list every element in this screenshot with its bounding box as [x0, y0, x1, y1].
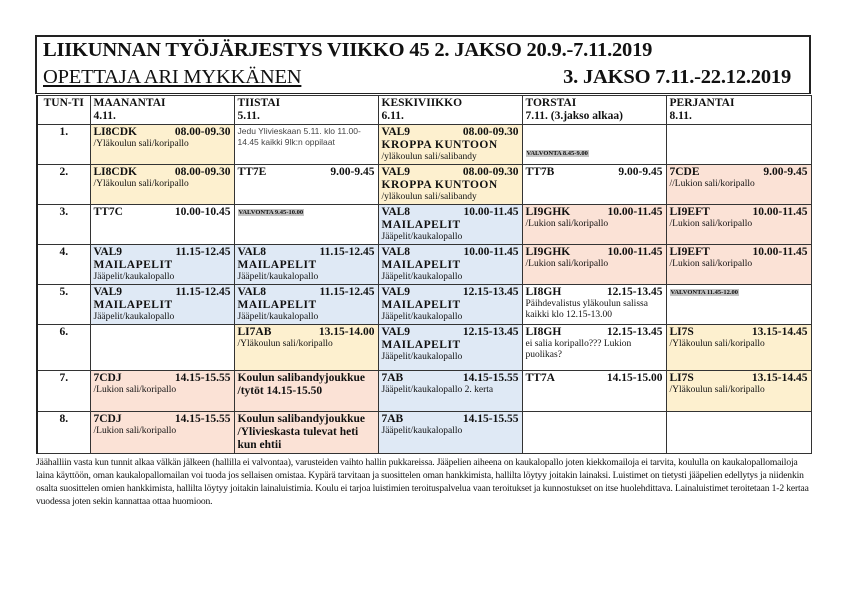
location-note: /Yläkoulun sali/koripallo: [237, 339, 333, 349]
schedule-cell: [522, 125, 666, 165]
schedule-title: LIIKUNNAN TYÖJÄRJESTYS VIIKKO 45 2. JAKSO 20.9.-7.11.2019: [43, 39, 653, 61]
supervision-badge: VALVONTA 11.45-12.00: [670, 289, 738, 296]
class-line: [670, 246, 808, 259]
schedule-cell: [666, 325, 811, 371]
class-time: 14.15-15.55: [462, 372, 519, 384]
schedule-cell: [666, 125, 811, 165]
class-code: LI8CDK: [93, 166, 137, 178]
class-code: 7CDE: [669, 166, 700, 178]
location-note: /yläkoulun sali/salibandy: [381, 192, 477, 202]
class-time: 10.00-11.45: [752, 206, 808, 218]
column-header-3: [378, 96, 522, 125]
team-practice: Koulun salibandyjoukkue /Ylivieskasta tulevat heti kun ehtii: [237, 413, 366, 451]
location-note: Jääpelit/kaukalopallo: [93, 272, 175, 282]
schedule-cell: [234, 205, 378, 245]
class-time: 10.00-10.45: [174, 206, 231, 218]
schedule-cell: [378, 125, 522, 165]
class-code: LI7S: [669, 372, 694, 384]
class-code: VAL8: [237, 286, 267, 298]
class-line: [526, 372, 663, 385]
activity-title: MAILAPELIT: [381, 299, 461, 311]
location-note: /Yläkoulun sali/koripallo: [669, 339, 765, 349]
column-header-2: [234, 96, 378, 125]
class-code: TT7B: [525, 166, 555, 178]
lesson-number: 4.: [37, 245, 90, 285]
class-line: [382, 246, 519, 259]
class-line: [94, 372, 231, 385]
day-name: TUN-TI: [43, 97, 84, 109]
location-note: Jääpelit/kaukalopallo: [381, 272, 463, 282]
class-time: 12.15-13.45: [462, 286, 519, 298]
teacher-name: OPETTAJA ARI MYKKÄNEN: [43, 66, 302, 88]
class-time: 11.15-12.45: [319, 246, 375, 258]
class-time: 11.15-12.45: [175, 286, 231, 298]
lesson-number: 2.: [37, 165, 90, 205]
class-time: 9.00-9.45: [618, 166, 663, 178]
schedule-cell: [378, 412, 522, 454]
class-line: [670, 206, 808, 219]
location-note: Jääpelit/kaukalopallo: [237, 312, 319, 322]
table-row: [37, 165, 811, 205]
table-row: [37, 325, 811, 371]
day-name: TIISTAI: [237, 97, 281, 109]
class-time: 10.00-11.45: [607, 246, 663, 258]
table-row: [37, 245, 811, 285]
class-code: LI7AB: [237, 326, 272, 338]
location-note: /Lukion sali/koripallo: [93, 426, 177, 436]
class-code: VAL8: [381, 206, 411, 218]
class-line: [238, 246, 375, 259]
schedule-cell: [378, 205, 522, 245]
location-note: /Lukion sali/koripallo: [525, 259, 609, 269]
class-code: LI9EFT: [669, 206, 710, 218]
location-note: /Lukion sali/koripallo: [669, 259, 753, 269]
class-code: LI8GH: [525, 286, 562, 298]
activity-title: MAILAPELIT: [381, 339, 461, 351]
document-header: [35, 35, 811, 94]
event-note: Jedu Ylivieskaan 5.11. klo 11.00-14.45 kaikki 9lk:n oppilaat: [237, 126, 361, 147]
class-code: VAL8: [237, 246, 267, 258]
location-note: Päihdevalistus yläkoulun salissa kaikki klo 12.15-13.00: [525, 299, 648, 320]
location-note: /Yläkoulun sali/koripallo: [93, 179, 189, 189]
supervision-badge: VALVONTA 9.45-10.00: [238, 209, 304, 216]
schedule-cell: [90, 325, 234, 371]
schedule-cell: [522, 412, 666, 454]
class-line: [526, 206, 663, 219]
class-time: 9.00-9.45: [330, 166, 375, 178]
activity-title: MAILAPELIT: [237, 299, 317, 311]
class-line: [670, 372, 808, 385]
class-code: VAL9: [381, 286, 411, 298]
schedule-cell: [522, 325, 666, 371]
period-3-dates: 3. JAKSO 7.11.-22.12.2019: [563, 66, 791, 88]
class-code: LI9EFT: [669, 246, 710, 258]
location-note: /Lukion sali/koripallo: [93, 385, 177, 395]
activity-title: MAILAPELIT: [381, 259, 461, 271]
schedule-table: [36, 95, 812, 454]
column-header-0: [37, 96, 90, 125]
class-line: [94, 206, 231, 219]
location-note: Jääpelit/kaukalopallo: [237, 272, 319, 282]
class-line: [670, 326, 808, 339]
class-line: [382, 372, 519, 385]
class-line: [94, 166, 231, 179]
class-line: [238, 286, 375, 299]
column-header-4: [522, 96, 666, 125]
activity-title: MAILAPELIT: [237, 259, 317, 271]
day-name: PERJANTAI: [669, 97, 735, 109]
day-date: 6.11.: [381, 110, 404, 122]
class-time: 12.15-13.45: [606, 286, 663, 298]
table-row: [37, 412, 811, 454]
schedule-cell: [378, 285, 522, 325]
schedule-area: [36, 95, 812, 508]
schedule-cell: [90, 205, 234, 245]
location-note: ei salia koripallo??? Lukion puolikas?: [525, 339, 632, 360]
activity-title: MAILAPELIT: [93, 299, 173, 311]
schedule-cell: [234, 325, 378, 371]
schedule-cell: [90, 245, 234, 285]
class-code: TT7E: [237, 166, 267, 178]
class-code: VAL9: [381, 326, 411, 338]
lesson-number: 3.: [37, 205, 90, 245]
schedule-cell: [90, 371, 234, 412]
class-code: VAL8: [381, 246, 411, 258]
class-line: [94, 246, 231, 259]
location-note: /yläkoulun sali/salibandy: [381, 152, 477, 162]
location-note: /Yläkoulun sali/koripallo: [93, 139, 189, 149]
class-code: 7AB: [381, 413, 404, 425]
class-time: 13.15-14.45: [751, 326, 808, 338]
class-line: [382, 206, 519, 219]
class-time: 10.00-11.45: [463, 246, 519, 258]
class-code: LI9GHK: [525, 246, 571, 258]
schedule-cell: [234, 165, 378, 205]
location-note: Jääpelit/kaukalopallo: [381, 352, 463, 362]
activity-title: MAILAPELIT: [381, 219, 461, 231]
activity-title: KROPPA KUNTOON: [381, 139, 498, 151]
day-date: 4.11.: [93, 110, 116, 122]
location-note: /Yläkoulun sali/koripallo: [669, 385, 765, 395]
day-date: 5.11.: [237, 110, 260, 122]
class-time: 10.00-11.45: [463, 206, 519, 218]
schedule-cell: [378, 165, 522, 205]
class-line: [526, 166, 663, 179]
class-code: 7CDJ: [93, 413, 122, 425]
column-header-1: [90, 96, 234, 125]
class-code: 7AB: [381, 372, 404, 384]
schedule-cell: [234, 412, 378, 454]
schedule-cell: [90, 285, 234, 325]
lesson-number: 1.: [37, 125, 90, 165]
class-time: 9.00-9.45: [763, 166, 808, 178]
lesson-number: 7.: [37, 371, 90, 412]
schedule-cell: [234, 285, 378, 325]
class-time: 12.15-13.45: [462, 326, 519, 338]
class-code: LI8GH: [525, 326, 562, 338]
class-code: VAL9: [381, 166, 411, 178]
schedule-cell: [522, 285, 666, 325]
location-note: /Lukion sali/koripallo: [525, 219, 609, 229]
table-row: [37, 371, 811, 412]
class-line: [382, 413, 519, 426]
class-code: 7CDJ: [93, 372, 122, 384]
schedule-cell: [234, 125, 378, 165]
column-header-5: [666, 96, 811, 125]
class-time: 11.15-12.45: [319, 286, 375, 298]
schedule-cell: [666, 165, 811, 205]
location-note: //Lukion sali/koripallo: [669, 179, 755, 189]
class-code: LI7S: [669, 326, 694, 338]
location-note: Jääpelit/kaukalopallo: [381, 312, 463, 322]
class-line: [94, 286, 231, 299]
class-time: 14.15-15.00: [606, 372, 663, 384]
table-row: [37, 125, 811, 165]
class-time: 08.00-09.30: [462, 166, 519, 178]
class-time: 14.15-15.55: [174, 413, 231, 425]
class-line: [94, 413, 231, 426]
schedule-cell: [666, 245, 811, 285]
location-note: Jääpelit/kaukalopallo 2. kerta: [381, 385, 494, 395]
schedule-cell: [666, 371, 811, 412]
class-time: 14.15-15.55: [462, 413, 519, 425]
schedule-cell: [234, 371, 378, 412]
schedule-cell: [522, 245, 666, 285]
class-time: 10.00-11.45: [752, 246, 808, 258]
class-line: [382, 326, 519, 339]
class-time: 13.15-14.45: [751, 372, 808, 384]
class-code: TT7A: [525, 372, 555, 384]
class-time: 08.00-09.30: [174, 166, 231, 178]
location-note: /Lukion sali/koripallo: [669, 219, 753, 229]
class-code: TT7C: [93, 206, 123, 218]
class-code: VAL9: [93, 286, 123, 298]
schedule-cell: [666, 412, 811, 454]
schedule-cell: [522, 165, 666, 205]
lesson-number: 5.: [37, 285, 90, 325]
class-code: VAL9: [381, 126, 411, 138]
schedule-cell: [90, 165, 234, 205]
class-time: 14.15-15.55: [174, 372, 231, 384]
schedule-cell: [234, 245, 378, 285]
class-time: 08.00-09.30: [462, 126, 519, 138]
class-time: 11.15-12.45: [175, 246, 231, 258]
supervision-badge: VALVONTA 8.45-9.00: [526, 150, 588, 157]
location-note: Jääpelit/kaukalopallo: [381, 232, 463, 242]
schedule-cell: [666, 205, 811, 245]
class-code: VAL9: [93, 246, 123, 258]
class-line: [382, 286, 519, 299]
schedule-cell: [666, 285, 811, 325]
day-date: 8.11.: [669, 110, 692, 122]
schedule-cell: [90, 125, 234, 165]
class-code: LI8CDK: [93, 126, 137, 138]
activity-title: KROPPA KUNTOON: [381, 179, 498, 191]
schedule-cell: [378, 325, 522, 371]
day-header-row: [37, 96, 811, 125]
class-time: 08.00-09.30: [174, 126, 231, 138]
team-practice: Koulun salibandyjoukkue /tytöt 14.15-15.50: [237, 372, 366, 397]
class-line: [526, 286, 663, 299]
class-time: 10.00-11.45: [607, 206, 663, 218]
class-line: [382, 126, 519, 139]
class-line: [670, 166, 808, 179]
location-note: Jääpelit/kaukalopallo: [381, 426, 463, 436]
schedule-cell: [378, 371, 522, 412]
class-line: [382, 166, 519, 179]
class-line: [526, 326, 663, 339]
location-note: Jääpelit/kaukalopallo: [93, 312, 175, 322]
class-line: [238, 166, 375, 179]
class-line: [238, 326, 375, 339]
day-date: 7.11. (3.jakso alkaa): [525, 110, 623, 122]
day-name: KESKIVIIKKO: [381, 97, 463, 109]
schedule-cell: [522, 205, 666, 245]
day-name: TORSTAI: [525, 97, 577, 109]
schedule-cell: [378, 245, 522, 285]
footer-note: Jäähalliin vasta kun tunnit alkaa välkän jälkeen (hallilla ei valvontaa), varusteiden vaihto hallin pukkareissa. Jääpelien aiheena on kaukalopallo joten kiekkomailoja ei tarvita, koululla on kaukalopallomailoja laina käyttöön, oman kaukalopallomailan voi tuoda jos sellaisen omistaa. Kypärä tarvitaan ja suosittelen oman hankkimista, hallilta löytyy joitakin lainaksi. Luistimet on tietysti jääpelien edellytys ja niidenkin osalta suosittelen omien hankkimista, hallilta löytyy joitakin lainaluistimia. Koulu ei tarjoa luistimien teroituspalvelua vaan teroitukset ja kunnostukset on itse huolehdittava. Lainaluistimet teroitetaan 1-2 kertaa vuodessa joten sekin kannattaa ottaa huomioon.: [36, 457, 809, 507]
class-line: [94, 126, 231, 139]
table-row: [37, 205, 811, 245]
schedule-cell: [90, 412, 234, 454]
class-time: 12.15-13.45: [606, 326, 663, 338]
activity-title: MAILAPELIT: [93, 259, 173, 271]
lesson-number: 8.: [37, 412, 90, 454]
schedule-cell: [522, 371, 666, 412]
class-code: LI9GHK: [525, 206, 571, 218]
class-line: [526, 246, 663, 259]
class-time: 13.15-14.00: [318, 326, 375, 338]
day-name: MAANANTAI: [93, 97, 166, 109]
table-row: [37, 285, 811, 325]
lesson-number: 6.: [37, 325, 90, 371]
